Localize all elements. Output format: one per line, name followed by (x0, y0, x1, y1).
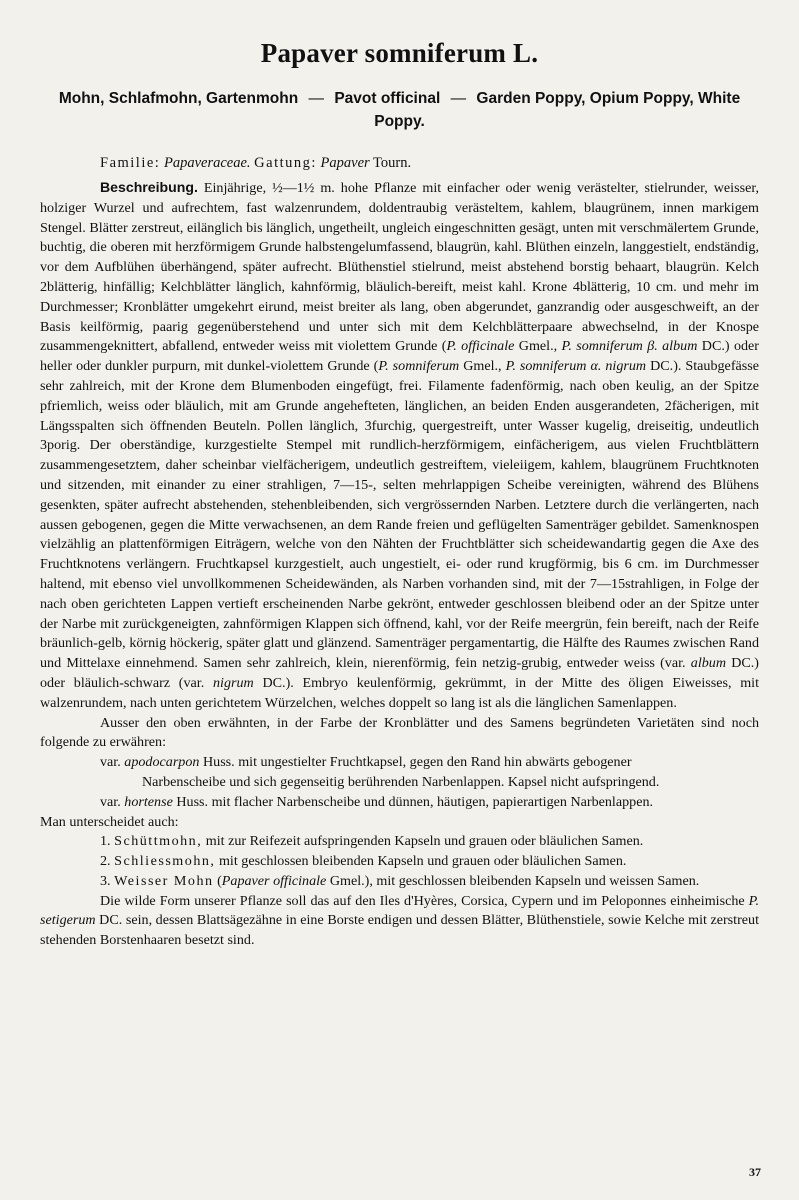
type-name: Schüttmohn, (114, 833, 203, 850)
genus-name: Papaver (320, 155, 370, 171)
french-name: Pavot officinal (334, 90, 441, 107)
types-list (40, 832, 759, 891)
description-text: Gmel., (514, 338, 562, 355)
variety-text: Huss. mit flacher Narbenscheibe und dünnen, häutigen, papierartigen Narbenlappen. (172, 793, 654, 810)
dash-separator: — (450, 90, 467, 107)
type-text: mit geschlossen bleibenden Kapseln und grauen oder bläulichen Samen. (215, 853, 627, 870)
type-text: mit zur Reifezeit aufspringenden Kapseln und grauen oder bläulichen Samen. (202, 833, 644, 850)
species-ref: P. setigerum (40, 892, 759, 929)
species-ref: album (690, 655, 726, 672)
item-number: 1. (100, 833, 111, 850)
variety-prefix: var. (100, 793, 121, 810)
type-text: ( (213, 872, 222, 889)
wild-text: DC. sein, dessen Blattsägezähne in eine Borste endigen und dessen Blätter, Blüthenstiele, sowie Kelche mit zerstreut stehenden Borstenhaaren besetzt sind. (40, 912, 759, 949)
variety-item (100, 753, 759, 793)
species-ref: P. officinale (446, 338, 515, 355)
wild-text: Die wilde Form unserer Pflanze soll das auf den Iles d'Hyères, Corsica, Cypern und im Peloponnes einheimische (100, 892, 749, 909)
species-ref: P. somniferum (378, 358, 460, 375)
page-number: 37 (749, 1165, 761, 1179)
family-label: Familie: (100, 155, 161, 171)
genus-authority: Tourn. (373, 155, 412, 171)
description-text: DC.). Staubgefässe sehr zahlreich, mit der Krone dem Blumenboden eingefügt, frei. Filamente fadenförmig, nach oben keulig, an der Spitze pfriemlich, weiss oder bläulich, mit am Grunde angehefteten, länglichen, an beiden Enden ausgerandeten, 2fächerigen, mit Längsspalten sich öffnenden Beuteln. Pollen länglich, 3furchig, quergestreift, unter Wasser kugelig, dreiseitig, undeutlich 3porig. Der oberständige, kurzgestielte Stempel mit rundlich-herzförmigem, einfächerigem, aus vielen Fruchtblättern zusammengesetztem, daher scheinbar vielfächerigem, undeutlich gestreiftem, vieleiigem, kahlem, blaugrünem Fruchtknoten und sitzenden, mit einander zu einer strahligen, 7—15-, selten mehrlappigen Scheibe vereinigten, während des Blühens gesenkten, später aufrecht abstehenden, stehenbleibenden, sich vergrössernden Narben. Letztere durch die verlängerten, nach aussen gebogenen, gegen die Mitte verwachsenen, an dem Rande freien und geflügelten Samenträger gebildet. Samenknospen vielzählig an plattenförmigen Eiträgern, welche von den Nähten der Fruchtblätter sich scheidewandartig gegen die Axe des Fruchtknotens verlängern. Fruchtkapsel kurzgestielt, auch ungestielt, ei- oder rund krugförmig, bis 6 cm. im Durchmesser haltend, mit ebenso viel unvollkommenen Scheidewänden, als Narben vorhanden sind, mit der 7—15strahligen, in Folge der nach oben gerichteten Lappen vertieft erscheinenden Narbe gekrönt, entweder geschlossen bleibend oder an der Spitze unter der Narbe mit zurückgeneigten, zahnförmigen Klappen sich öffnend, kahl, vor der Reife meergrün, fein bereift, nach der Reife bräunlich-gelb, körnig höckerig, später glatt und glänzend. Samenträger pergamentartig, die Hälfte des Raumes zwischen Rand und Mittelaxe einnehmend. Samen sehr zahlreich, klein, nierenförmig, fein netzig-grubig, entweder weiss (var. (40, 358, 759, 672)
variety-text-continued: Narbenscheibe und sich gegenseitig berührenden Narbenlappen. Kapsel nicht aufspringend. (142, 773, 660, 790)
types-intro: Man unterscheidet auch: (40, 813, 179, 830)
description-text: Gmel., (459, 358, 506, 375)
description-text: DC.) oder heller oder dunkler purpurn, mit dunkel-violettem Grunde ( (40, 338, 759, 375)
description-text: Einjährige, ½—1½ m. hohe Pflanze mit einfacher oder wenig verästelter, stielrunder, weisser, holziger Wurzel und aufrechtem, fast walzenrundem, doldentraubig verästeltem, kahlem, blaugrünem, innen markigem Stengel. Blätter zerstreut, eilänglich bis länglich, ungetheilt, ungleich eingeschnitten gesägt, unten mit verschmälertem Grunde, buchtig, die oberen mit herzförmigem Grunde halbstengelumfassend, blaugrün, kahl. Blüthen einzeln, langgestielt, endständig, vor dem Aufblühen überhängend, später aufrecht. Blüthenstiel stielrund, meist abstehend borstig behaart, blaugrün. Kelch 2blätterig, hinfällig; Kelchblätter länglich, kahnförmig, bläulich-bereift, meist kahl. Krone 4blätterig, 10 cm. und mehr im Durchmesser; Kronblätter umgekehrt eirund, meist breiter als lang, oben abgerundet, ganzrandig oder ausgeschweift, an der Basis keilförmig, paarig gegenüberstehend und unter sich mit dem Kelchblätterpaare abwechselnd, in der Knospe zusammengeknittert, abfallend, entweder weiss mit violettem Grunde ( (40, 180, 759, 355)
species-ref: nigrum (213, 674, 254, 691)
variety-item (100, 793, 759, 813)
variety-name: apodocarpon (124, 754, 200, 771)
type-text: Gmel.), mit geschlossen bleibenden Kapseln und weissen Samen. (326, 872, 700, 889)
species-ref: P. somniferum β. album (561, 338, 698, 355)
species-ref: Papaver officinale (221, 872, 327, 889)
family-name: Papaveraceae. (163, 155, 251, 171)
item-number: 3. (100, 872, 111, 889)
german-names: Mohn, Schlafmohn, Gartenmohn (58, 90, 299, 107)
species-ref: P. somniferum α. nigrum (505, 358, 647, 375)
variety-prefix: var. (100, 754, 121, 771)
description-paragraph (40, 178, 759, 714)
variety-name: hortense (124, 793, 173, 810)
dash-separator: — (308, 90, 325, 107)
genus-label: Gattung: (254, 155, 317, 171)
list-item (100, 852, 759, 872)
type-name: Weisser Mohn (114, 872, 214, 889)
page-title: Papaver somniferum L. (260, 38, 539, 68)
list-item (100, 872, 759, 892)
type-name: Schliessmohn, (114, 853, 216, 870)
family-line (100, 155, 759, 172)
common-names (40, 87, 759, 133)
variety-text: Huss. mit ungestielter Fruchtkapsel, gegen den Rand hin abwärts gebogener (199, 754, 632, 771)
item-number: 2. (100, 853, 111, 870)
varieties-intro: Ausser den oben erwähnten, in der Farbe der Kronblätter und des Samens begründeten Varietäten sind noch folgende zu erwähren: (40, 714, 759, 751)
description-label: Beschreibung. (100, 179, 198, 195)
description-text: DC.) oder bläulich-schwarz (var. (40, 655, 759, 691)
english-names: Garden Poppy, Opium Poppy, White Poppy. (374, 90, 741, 130)
description-text: DC.). Embryo keulenförmig, gekrümmt, in der Mitte des öligen Eiweisses, mit walzenrundem, nach unten gerichtetem Würzelchen, welches doppelt so lang ist als die länglichen Samenlappen. (40, 674, 760, 711)
wild-form-paragraph (40, 892, 759, 951)
list-item (100, 832, 759, 852)
